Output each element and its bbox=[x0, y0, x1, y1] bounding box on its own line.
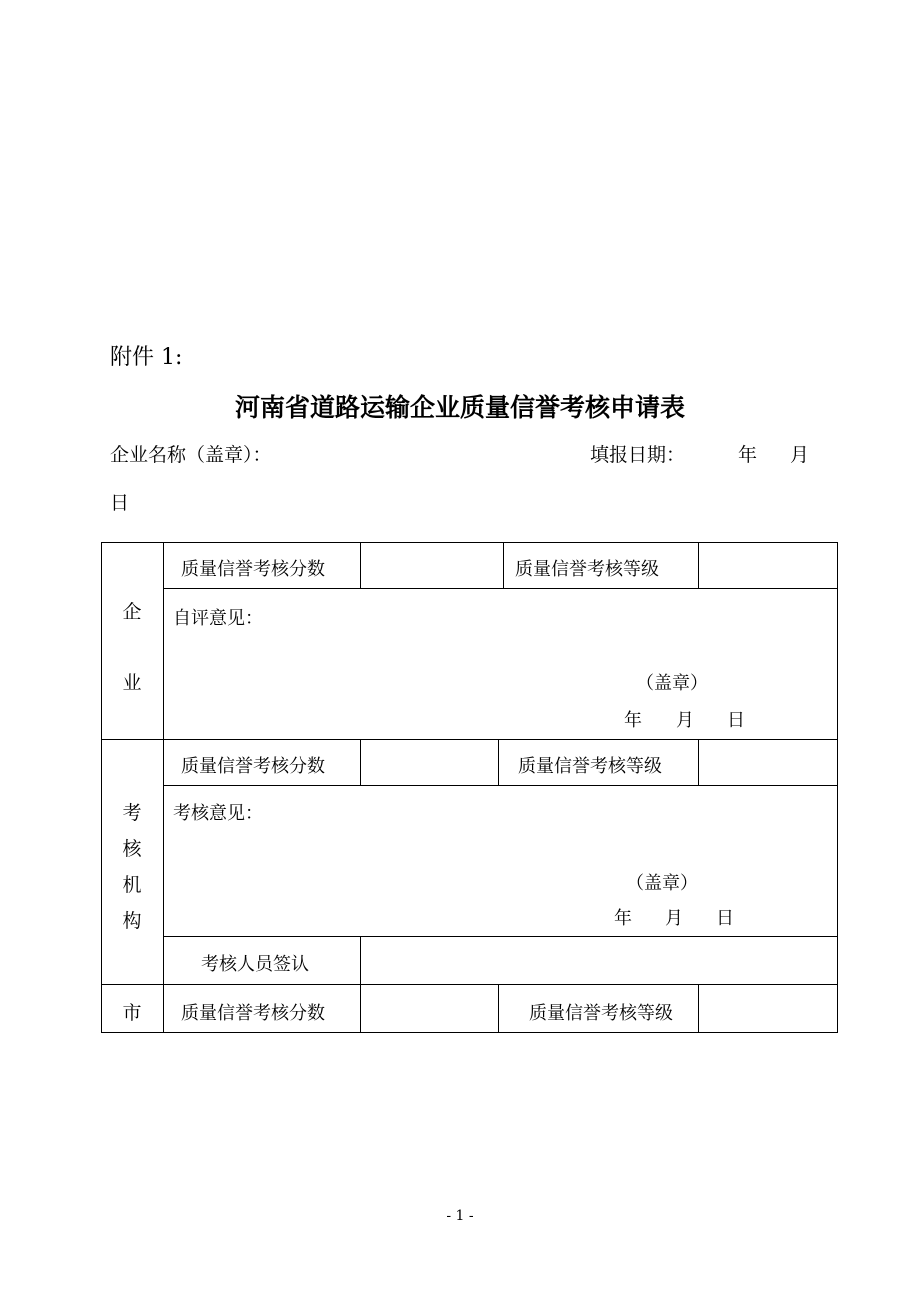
agency-score-field[interactable] bbox=[361, 740, 497, 785]
review-opinion-label: 考核意见： bbox=[173, 803, 263, 824]
agency-row-label: 机 bbox=[122, 874, 142, 896]
fill-date-label: 填报日期： bbox=[590, 444, 686, 466]
table-line bbox=[498, 984, 499, 1032]
agency-date-year: 年 bbox=[614, 908, 632, 929]
table-line bbox=[498, 739, 499, 785]
agency-row-label: 核 bbox=[122, 838, 142, 860]
enterprise-row-label: 业 bbox=[122, 672, 142, 694]
agency-score-label: 质量信誉考核分数 bbox=[181, 756, 325, 777]
enterprise-seal: （盖章） bbox=[636, 673, 708, 694]
agency-date-day: 日 bbox=[716, 908, 734, 929]
enterprise-row-label: 企 bbox=[122, 601, 142, 623]
city-grade-label: 质量信誉考核等级 bbox=[529, 1003, 673, 1024]
table-border-bottom bbox=[101, 1032, 838, 1033]
city-score-field[interactable] bbox=[361, 985, 497, 1031]
agency-row-label: 构 bbox=[122, 910, 142, 932]
table-line bbox=[163, 542, 164, 1032]
company-name-label: 企业名称（盖章）： bbox=[110, 444, 272, 466]
fill-date-day: 日 bbox=[110, 492, 130, 514]
city-row-label: 市 bbox=[122, 1002, 142, 1024]
enterprise-date-day: 日 bbox=[727, 710, 745, 731]
agency-row-label: 考 bbox=[122, 802, 142, 824]
enterprise-date-year: 年 bbox=[624, 710, 642, 731]
enterprise-grade-label: 质量信誉考核等级 bbox=[515, 559, 659, 580]
table-line bbox=[503, 542, 504, 588]
reviewer-signature-field[interactable] bbox=[361, 937, 836, 983]
table-line bbox=[163, 785, 838, 786]
table-border-right bbox=[837, 542, 838, 1032]
enterprise-score-label: 质量信誉考核分数 bbox=[181, 559, 325, 580]
city-score-label: 质量信誉考核分数 bbox=[181, 1003, 325, 1024]
attachment-label: 附件 1: bbox=[110, 345, 183, 370]
city-grade-field[interactable] bbox=[699, 985, 836, 1031]
fill-date-month: 月 bbox=[790, 444, 810, 466]
page-number: - 1 - bbox=[446, 1208, 474, 1224]
table-line bbox=[163, 588, 838, 589]
agency-date-month: 月 bbox=[665, 908, 683, 929]
page-title: 河南省道路运输企业质量信誉考核申请表 bbox=[234, 393, 685, 422]
agency-grade-field[interactable] bbox=[699, 740, 836, 785]
enterprise-grade-field[interactable] bbox=[699, 543, 836, 588]
reviewer-signature-label: 考核人员签认 bbox=[201, 954, 309, 975]
agency-grade-label: 质量信誉考核等级 bbox=[518, 756, 662, 777]
agency-seal: （盖章） bbox=[626, 873, 698, 894]
self-evaluation-label: 自评意见： bbox=[173, 608, 263, 629]
enterprise-score-field[interactable] bbox=[361, 543, 502, 588]
enterprise-date-month: 月 bbox=[676, 710, 694, 731]
fill-date-year: 年 bbox=[738, 444, 758, 466]
